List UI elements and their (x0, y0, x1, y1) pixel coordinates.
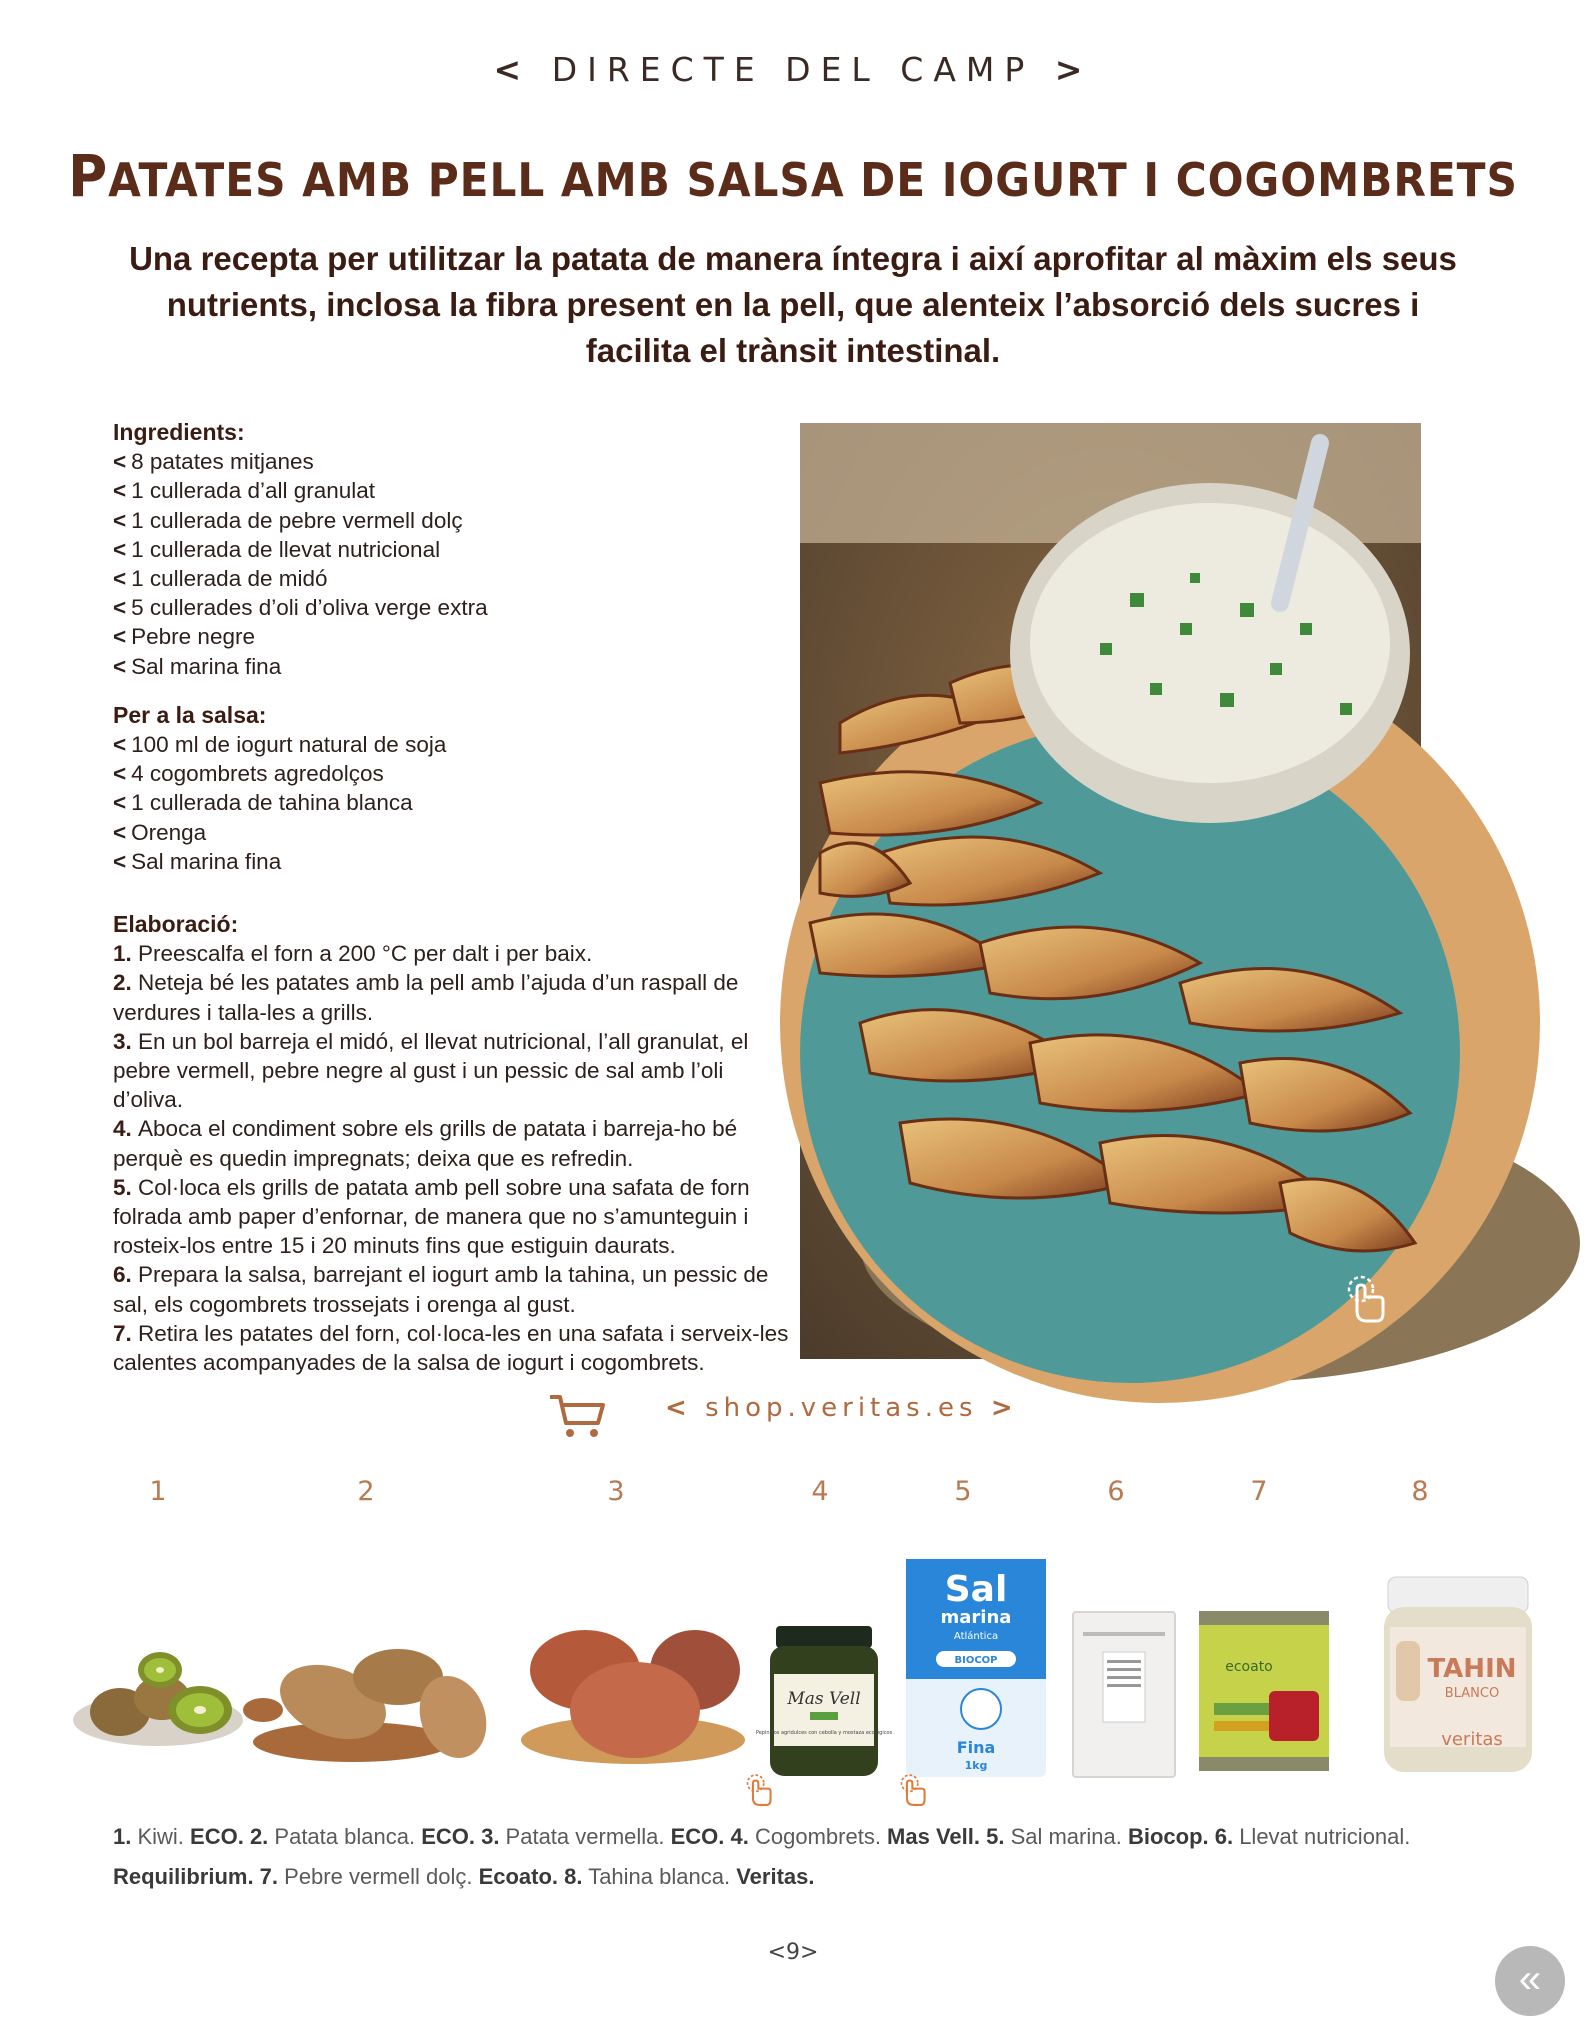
page-right-chevron: > (800, 1940, 819, 1965)
ingredient-item: < 1 cullerada de pebre vermell dolç (113, 506, 793, 535)
product-paprika-tin-image[interactable] (1199, 1611, 1329, 1771)
salt-maker: BIOCOP (954, 1655, 998, 1666)
page-number (0, 1940, 1586, 1965)
page-left-chevron: < (767, 1940, 786, 1965)
shopping-cart-icon[interactable] (548, 1391, 606, 1439)
mas-vell-desc: Pepinillos agridulces con cebolla y mostaza ecológicos (755, 1730, 893, 1736)
step-number: 3. (113, 1028, 139, 1054)
recipe-subtitle: Una recepta per utilitzar la patata de manera íntegra i així aprofitar al màxim els seus nutrients, inclosa la fibra present en la pell, que alenteix l’absorció dels sucres i facilita el trànsit intestinal. (129, 240, 1457, 369)
caption-text: Sal marina. (1004, 1824, 1128, 1849)
sauce-ingredient-item: < 100 ml de iogurt natural de soja (113, 730, 793, 759)
recipe-photo (800, 423, 1421, 1359)
step-number: 6. (113, 1262, 139, 1288)
caption-bold: Veritas. (736, 1864, 815, 1889)
caption-bold: Requilibrium. 7. (113, 1864, 279, 1889)
step-number: 2. (113, 970, 139, 996)
method-step (113, 968, 793, 1026)
caption-bold: Ecoato. 8. (478, 1864, 583, 1889)
sauce-heading: Per a la salsa: (113, 701, 267, 728)
method-step (113, 1260, 793, 1318)
caption-bold: Biocop. 6. (1127, 1824, 1234, 1849)
product-number-4: 4 (811, 1476, 829, 1507)
sauce-list (113, 730, 793, 876)
step-text: En un bol barreja el midó, el llevat nutricional, l’all granulat, el pebre vermell, pebre negre al gust i un pessic de sal amb l’oli d’oliva. (113, 1028, 749, 1113)
ingredient-item: < 1 cullerada de llevat nutricional (113, 535, 793, 564)
product-number-2: 2 (357, 1476, 375, 1507)
mas-vell-label: Mas Vell (787, 1689, 861, 1709)
step-text: Preescalfa el forn a 200 °C per dalt i per baix. (138, 941, 593, 967)
caption-bold: 1. (113, 1824, 132, 1849)
method-step (113, 1027, 793, 1115)
product-number-7: 7 (1250, 1476, 1268, 1507)
product-white-potato-image[interactable] (243, 1632, 493, 1762)
recipe-title-text: PATATES AMB PELL AMB SALSA DE IOGURT I COGOMBRETS (68, 142, 1518, 210)
product-tahini-jar-image[interactable] (1384, 1577, 1532, 1772)
tahin-brand: veritas (1441, 1729, 1503, 1750)
product-number-3: 3 (607, 1476, 625, 1507)
step-text: Prepara la salsa, barrejant el iogurt amb la tahina, un pessic de sal, els cogombrets trossejats i orenga al gust. (113, 1262, 769, 1317)
step-text: Retira les patates del forn, col·loca-les en una safata i serveix-les calentes acompanyades de la salsa de iogurt i cogombrets. (113, 1320, 789, 1376)
method-heading: Elaboració: (113, 911, 239, 938)
caption-text: Pebre vermell dolç. (278, 1864, 479, 1889)
ingredient-item: < 1 cullerada de midó (113, 564, 793, 593)
tap-hand-icon[interactable] (1335, 1271, 1391, 1327)
caption-text: Patata vermella. (499, 1824, 671, 1849)
product-red-potato-image[interactable] (515, 1615, 745, 1765)
product-number-6: 6 (1107, 1476, 1125, 1507)
step-text: Neteja bé les patates amb la pell amb l’ajuda d’un raspall de verdures i talla-les a grills. (113, 970, 739, 1025)
ingredient-item: < 5 cullerades d’oli d’oliva verge extra (113, 593, 793, 622)
method-step (113, 939, 793, 968)
sauce-ingredient-item: < Sal marina fina (113, 847, 793, 876)
step-text: Col·loca els grills de patata amb pell sobre una safata de forn folrada amb paper d’enfornar, de manera que no s’amunteguin i rosteix-los entre 15 i 20 minuts fins que estiguin daurats. (113, 1174, 750, 1259)
ingredient-item: < 1 cullerada d’all granulat (113, 476, 793, 505)
recipe-title (63, 142, 1522, 210)
shop-url[interactable]: shop.veritas.es (705, 1393, 978, 1423)
step-number: 4. (113, 1116, 139, 1142)
tap-hand-icon-product-5[interactable] (892, 1771, 930, 1809)
tahin-label: TAHIN (1427, 1654, 1517, 1684)
tap-hand-icon-product-4[interactable] (738, 1771, 776, 1809)
product-number-8: 8 (1411, 1476, 1429, 1507)
shop-link[interactable] (665, 1393, 1018, 1423)
recipe-text-column (113, 418, 793, 1377)
step-number: 7. (113, 1320, 139, 1346)
caption-bold: ECO. 4. (670, 1824, 749, 1849)
ingredient-item: < 8 patates mitjanes (113, 447, 793, 476)
product-sea-salt-image[interactable] (906, 1559, 1046, 1777)
product-number-1: 1 (149, 1476, 167, 1507)
products-caption (113, 1817, 1473, 1897)
sauce-ingredient-item: < 4 cogombrets agredolços (113, 759, 793, 788)
product-number-5: 5 (954, 1476, 972, 1507)
method-step (113, 1319, 793, 1377)
ingredients-list (113, 447, 793, 681)
salt-origin: Atlántica (953, 1631, 999, 1642)
salt-grain: Fina (956, 1738, 996, 1757)
ecoato-label: ecoato (1225, 1659, 1273, 1675)
salt-sub: marina (940, 1607, 1012, 1628)
product-kiwi-image[interactable] (70, 1640, 245, 1750)
salt-weight: 1kg (964, 1759, 988, 1772)
caption-bold: ECO. 2. (190, 1824, 269, 1849)
caption-text: Patata blanca. (268, 1824, 422, 1849)
kicker-left-chevron: < (493, 50, 532, 89)
salt-brand: Sal (944, 1569, 1008, 1610)
section-kicker (0, 50, 1586, 89)
ingredient-item: < Pebre negre (113, 622, 793, 651)
step-number: 5. (113, 1174, 139, 1200)
caption-text: Kiwi. (131, 1824, 191, 1849)
ingredient-item: < Sal marina fina (113, 652, 793, 681)
caption-bold: Mas Vell. 5. (887, 1824, 1005, 1849)
step-number: 1. (113, 941, 139, 967)
kicker-text: DIRECTE DEL CAMP (551, 50, 1035, 89)
method-step (113, 1173, 793, 1261)
shop-left-chevron: < (665, 1393, 692, 1423)
caption-text: Cogombrets. (748, 1824, 888, 1849)
ingredients-heading: Ingredients: (113, 419, 245, 445)
product-nutritional-yeast-image[interactable] (1073, 1612, 1175, 1777)
back-nav-button[interactable]: « (1495, 1946, 1565, 2016)
caption-text: Llevat nutricional. (1233, 1824, 1411, 1849)
method-step (113, 1114, 793, 1172)
kicker-right-chevron: > (1054, 50, 1093, 89)
potato-wedges-illustration (800, 423, 1421, 1359)
caption-text: Tahina blanca. (582, 1864, 737, 1889)
product-pickles-jar-image[interactable] (755, 1626, 893, 1776)
page-number-value: 9 (786, 1940, 800, 1965)
method-steps (113, 939, 793, 1377)
sauce-ingredient-item: < 1 cullerada de tahina blanca (113, 788, 793, 817)
step-text: Aboca el condiment sobre els grills de patata i barreja-ho bé perquè es quedin impregnats; deixa que es refredin. (113, 1116, 738, 1171)
tahin-sub: BLANCO (1444, 1686, 1500, 1701)
sauce-ingredient-item: < Orenga (113, 818, 793, 847)
caption-bold: ECO. 3. (421, 1824, 500, 1849)
shop-right-chevron: > (990, 1393, 1018, 1423)
